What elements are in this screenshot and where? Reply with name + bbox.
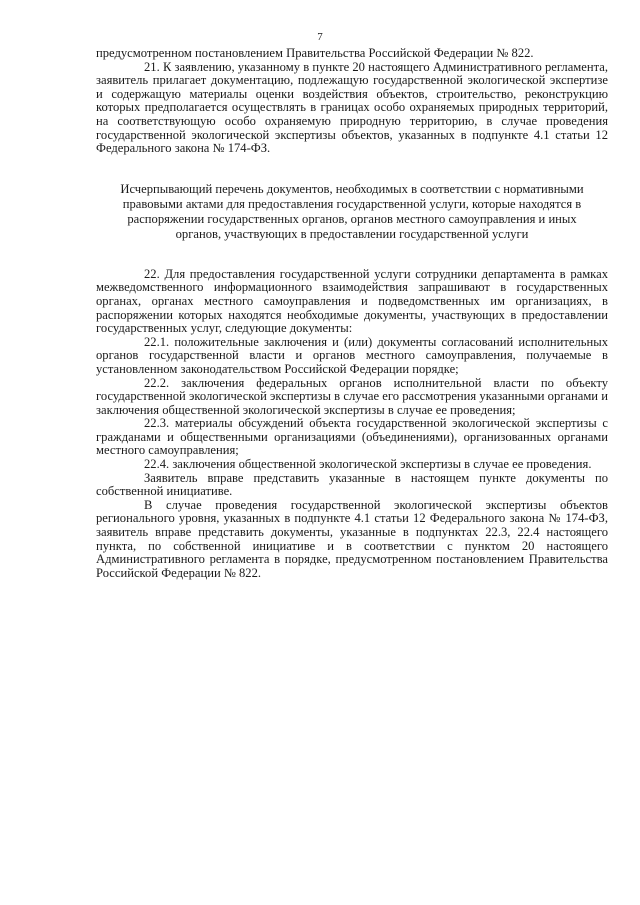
paragraph-applicant-right: Заявитель вправе представить указанные в настоящем пункте документы по собственной инициативе.: [96, 470, 608, 499]
page-number: 7: [317, 31, 323, 43]
paragraph-22-1: 22.1. положительные заключения и (или) документы согласований исполнительных органов государственной власти и органов местного самоуправления, получаемые в установленном законодательством Российской Федерации порядке;: [96, 334, 608, 376]
paragraph-continuation: предусмотренном постановлением Правительства Российской Федерации № 822.: [96, 46, 534, 60]
paragraph-22-3: 22.3. материалы обсуждений объекта государственной экологической экспертизы с гражданами и общественными организациями (объединениями), организованных органами местного самоуправления;: [96, 416, 608, 458]
paragraph-regional-case: В случае проведения государственной экологической экспертизы объектов регионального уровня, указанных в подпункте 4.1 статьи 12 Федерального закона № 174-ФЗ, заявитель вправе представить документы, указанные в подпунктах 22.3, 22.4 настоящего пункта, по собственной инициативе и в соответствии с пунктом 20 настоящего Административного регламента в порядке, предусмотренном постановлением Правительства Российской Федерации № 822.: [96, 497, 608, 580]
section-heading: Исчерпывающий перечень документов, необходимых в соответствии с нормативными правовыми актами для предоставления государственной услуги, которые находятся в распоряжении государственных органов, органов местного самоуправления и иных органов, участвующих в предоставлении государственной услуги: [120, 181, 584, 241]
page-content: [96, 47, 608, 580]
paragraph-22-2: 22.2. заключения федеральных органов исполнительной власти по объекту государственной экологической экспертизы в случае его рассмотрения указанными органами и заключения общественной экологической экспертизы в случае ее проведения;: [96, 375, 608, 417]
paragraph-22: 22. Для предоставления государственной услуги сотрудники департамента в рамках межведомственного информационного взаимодействия запрашивают в государственных органах, органах местного самоуправления и подведомственных им организациях, в распоряжении которых находятся необходимые документы, участвующих в предоставлении государственных услуг, следующие документы:: [96, 266, 608, 336]
paragraph-22-4: 22.4. заключения общественной экологической экспертизы в случае ее проведения.: [144, 457, 592, 472]
paragraph-21: 21. К заявлению, указанному в пункте 20 настоящего Административного регламента, заявитель прилагает документацию, подлежащую государственной экологической экспертизе и содержащую материалы оценки воздействия объектов, строительство, реконструкцию которых предполагается осуществлять в границах особо охраняемых природных территорий, на соответствующую особо охраняемую природную территорию, в случае проведения государственной экологической экспертизы объектов, указанных в подпункте 4.1 статьи 12 Федерального закона № 174-ФЗ.: [96, 59, 608, 156]
